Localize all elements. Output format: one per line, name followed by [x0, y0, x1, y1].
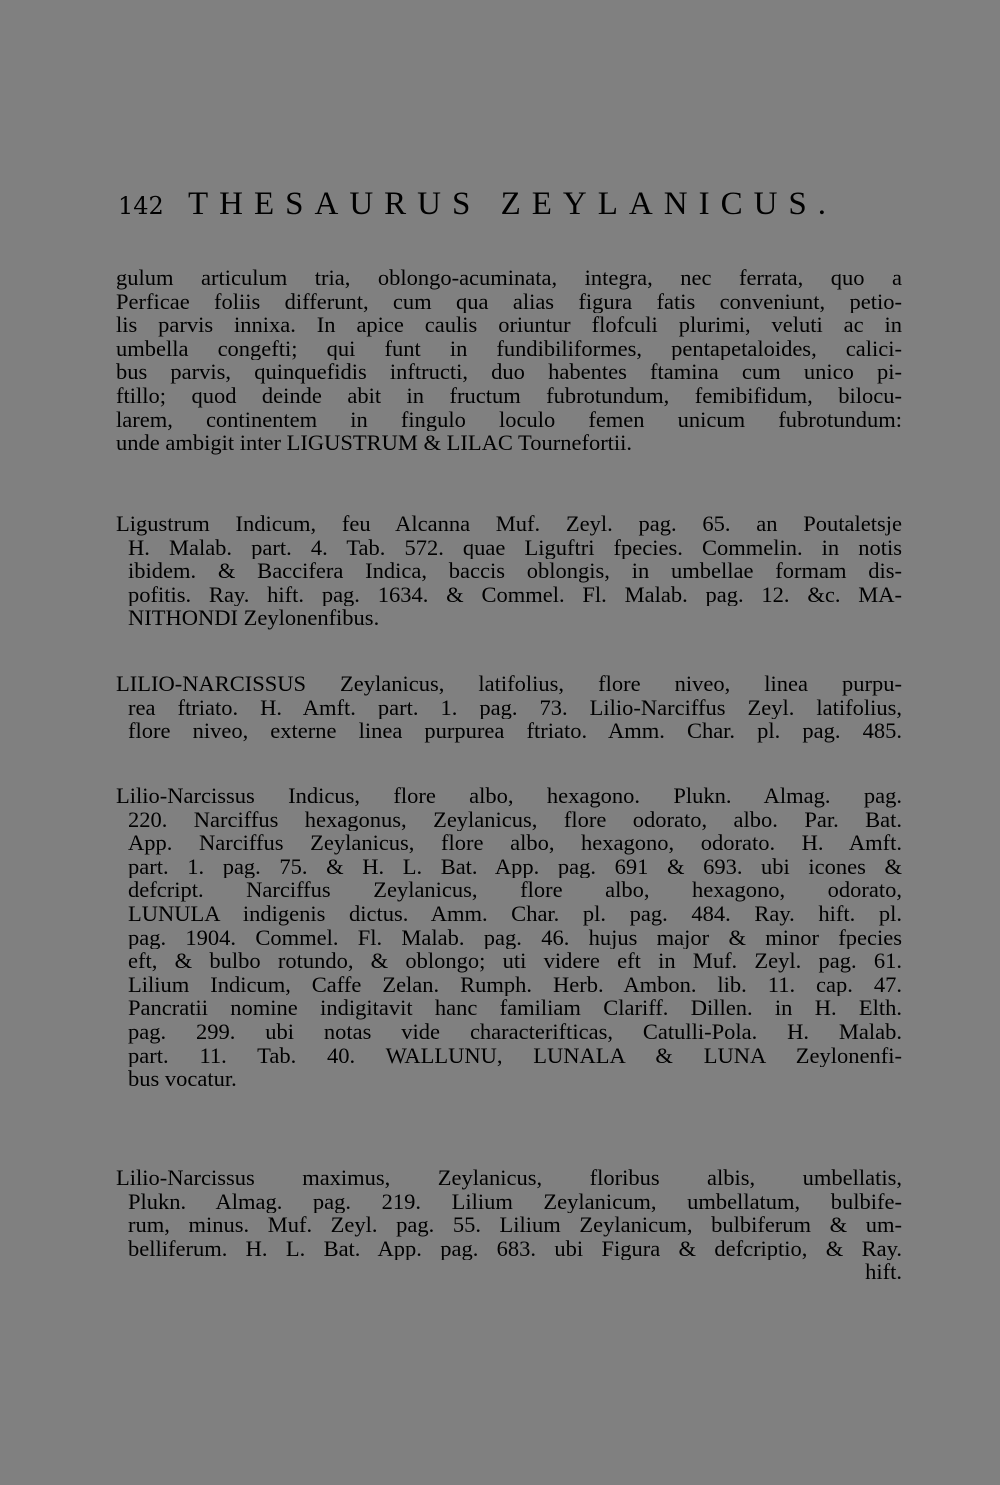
text-line: Pancratii nomine indigitavit hanc familiam Clariff. Dillen. in H. Elth.: [128, 996, 902, 1020]
paragraph-2: [116, 512, 902, 630]
text-line: pag. 1904. Commel. Fl. Malab. pag. 46. hujus major & minor fpecies: [128, 925, 902, 950]
text-line: part. 1. pag. 75. & H. L. Bat. App. pag. 691 & 693. ubi icones &: [128, 854, 902, 879]
text-line: App. Narciffus Zeylanicus, flore albo, hexagono, odorato. H. Amft.: [128, 831, 902, 855]
page-header: [118, 186, 838, 226]
text-line: Lilio-Narcissus maximus, Zeylanicus, floribus albis, umbellatis,: [116, 1166, 902, 1190]
text-line: bus parvis, quinquefidis inftructi, duo habentes ftamina cum unico pi-: [116, 360, 902, 384]
paragraph-1: [116, 266, 902, 455]
text-line: belliferum. H. L. Bat. App. pag. 683. ubi Figura & defcriptio, & Ray.: [128, 1236, 902, 1261]
text-line: ibidem. & Baccifera Indica, baccis oblongis, in umbellae formam dis-: [128, 559, 902, 583]
text-line: gulum articulum tria, oblongo-acuminata, integra, nec ferrata, quo a: [116, 266, 902, 290]
text-line: Perficae foliis differunt, cum qua alias figura fatis conveniunt, petio-: [116, 289, 902, 314]
text-line: Plukn. Almag. pag. 219. Lilium Zeylanicum, umbellatum, bulbife-: [128, 1189, 902, 1214]
text-line: Ligustrum Indicum, feu Alcanna Muf. Zeyl. pag. 65. an Poutaletsje: [116, 512, 902, 536]
text-line: bus vocatur.: [128, 1067, 237, 1091]
text-line: lis parvis innixa. In apice caulis oriuntur flofculi plurimi, veluti ac in: [116, 313, 902, 337]
text-line: part. 11. Tab. 40. WALLUNU, LUNALA & LUNA Zeylonenfi-: [128, 1043, 902, 1068]
text-line: unde ambigit inter LIGUSTRUM & LILAC Tournefortii.: [116, 431, 633, 455]
text-line: larem, continentem in fingulo loculo femen unicum fubrotundum:: [116, 407, 902, 432]
text-line: pag. 299. ubi notas vide characterifticas, Catulli-Pola. H. Malab.: [128, 1019, 902, 1044]
running-title: THESAURUS ZEYLANICUS.: [188, 186, 838, 222]
page-number: 142: [118, 192, 164, 220]
text-line: eft, & bulbo rotundo, & oblongo; uti videre eft in Muf. Zeyl. pag. 61.: [128, 949, 902, 973]
paragraph-5: [116, 1166, 902, 1284]
text-line: LUNULA indigenis dictus. Amm. Char. pl. pag. 484. Ray. hift. pl.: [128, 901, 902, 926]
text-line: 220. Narciffus hexagonus, Zeylanicus, flore odorato, albo. Par. Bat.: [128, 807, 902, 832]
text-line: pofitis. Ray. hift. pag. 1634. & Commel. Fl. Malab. pag. 12. &c. MA-: [128, 582, 902, 607]
text-line: defcript. Narciffus Zeylanicus, flore albo, hexagono, odorato,: [128, 878, 902, 902]
text-line: Lilio-Narcissus Indicus, flore albo, hexagono. Plukn. Almag. pag.: [116, 784, 902, 808]
text-line: hift.: [865, 1260, 902, 1284]
text-line: H. Malab. part. 4. Tab. 572. quae Liguftri fpecies. Commelin. in notis: [128, 535, 902, 560]
text-line: flore niveo, externe linea purpurea ftriato. Amm. Char. pl. pag. 485.: [128, 719, 902, 743]
text-line: Lilium Indicum, Caffe Zelan. Rumph. Herb. Ambon. lib. 11. cap. 47.: [128, 972, 902, 997]
text-line: rea ftriato. H. Amft. part. 1. pag. 73. Lilio-Narciffus Zeyl. latifolius,: [128, 695, 902, 720]
text-line: rum, minus. Muf. Zeyl. pag. 55. Lilium Zeylanicum, bulbiferum & um-: [128, 1213, 902, 1237]
paragraph-4: [116, 784, 902, 1091]
text-line: NITHONDI Zeylonenfibus.: [128, 606, 380, 630]
text-line: umbella congefti; qui funt in fundibiliformes, pentapetaloides, calici-: [116, 336, 902, 361]
text-line: LILIO-NARCISSUS Zeylanicus, latifolius, flore niveo, linea purpu-: [116, 672, 902, 696]
paragraph-3: [116, 672, 902, 743]
text-line: ftillo; quod deinde abit in fructum fubrotundum, femibifidum, bilocu-: [116, 383, 902, 408]
